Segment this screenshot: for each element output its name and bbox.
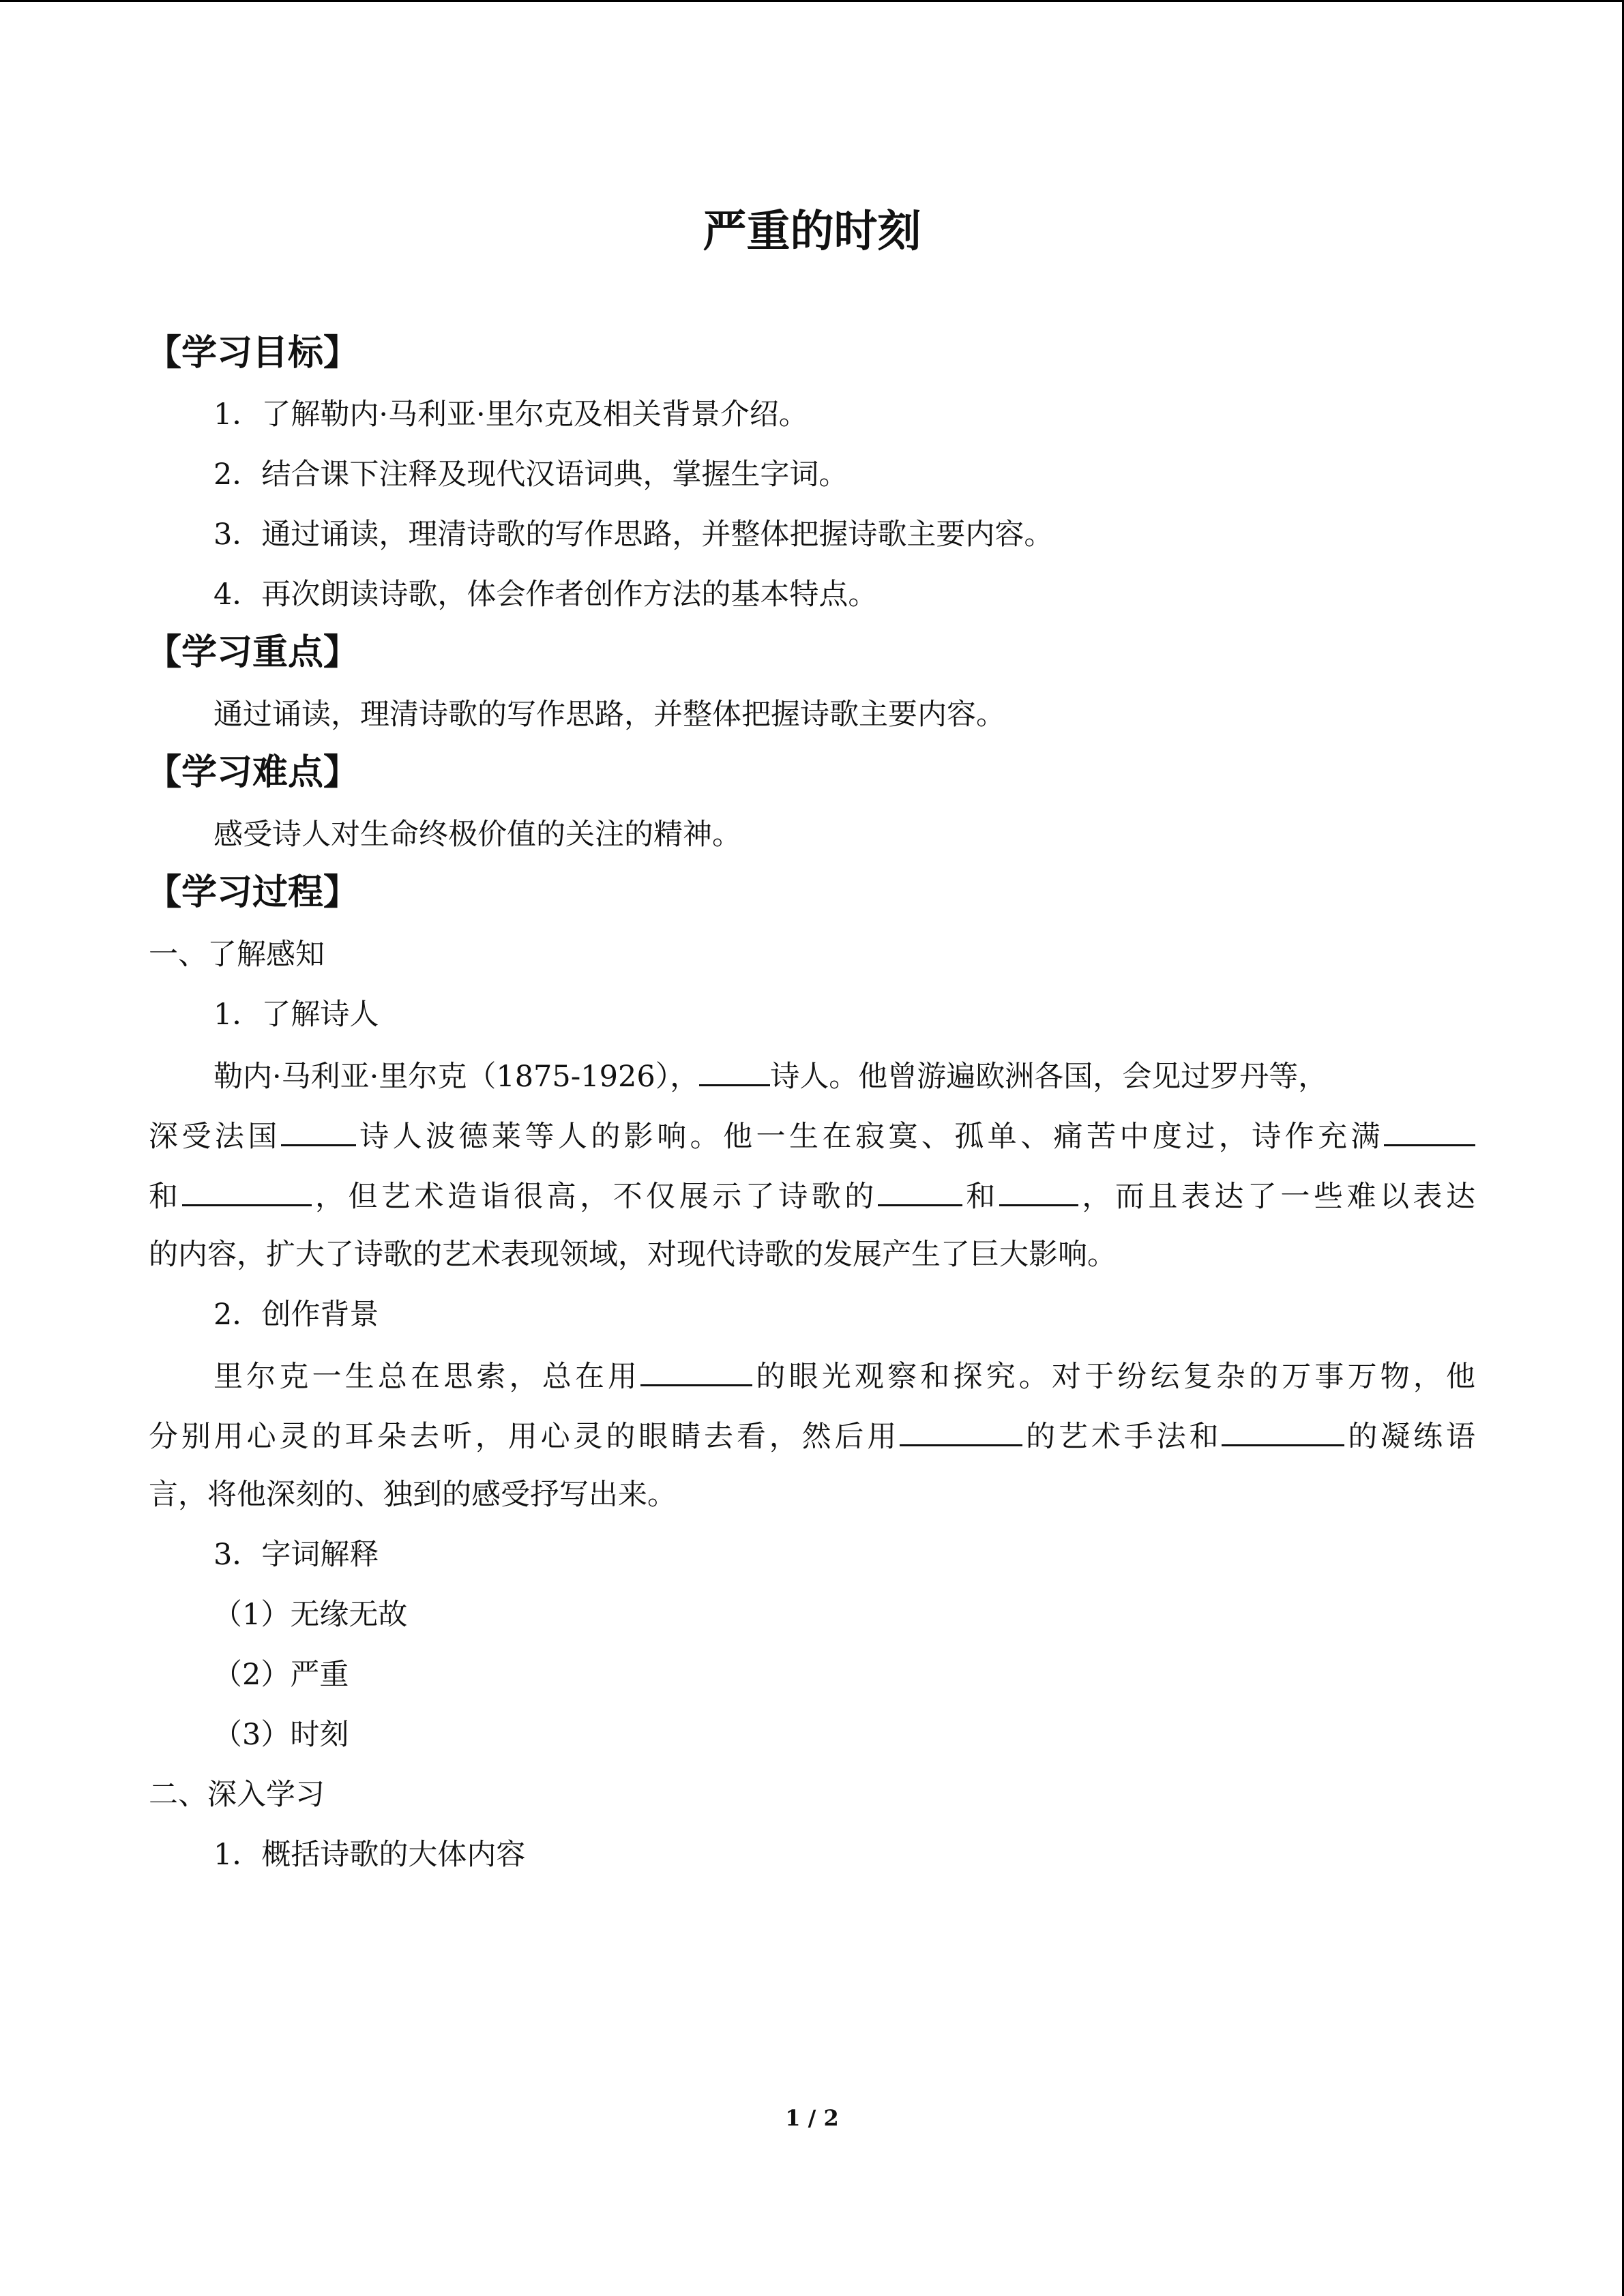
objective-item: 2．结合课下注释及现代汉语词典，掌握生字词。 (213, 458, 848, 492)
objective-item: 4．再次朗读诗歌，体会作者创作方法的基本特点。 (213, 578, 878, 612)
fill-blank[interactable] (1222, 1414, 1344, 1446)
fill-blank[interactable] (900, 1414, 1022, 1446)
document-title: 严重的时刻 (703, 207, 921, 257)
page-number: 1 / 2 (785, 2105, 839, 2131)
poet-paragraph-line-1 (213, 1054, 1327, 1097)
text-segment: 里尔克一生总在思索，总在用 (213, 1360, 641, 1394)
section-2-item: 1．概括诗歌的大体内容 (213, 1838, 526, 1872)
text-segment: 的眼光观察和探究。对于纷纭复杂的万事万物，他 (752, 1360, 1476, 1394)
text-segment: 勒内·马利亚·里尔克（1875-1926）， (213, 1060, 700, 1094)
text-segment: 的艺术手法和 (1022, 1420, 1222, 1454)
fill-blank[interactable] (699, 1054, 770, 1086)
subsection-vocabulary-title: 3．字词解释 (213, 1538, 379, 1572)
vocabulary-item: （2）严重 (213, 1658, 349, 1692)
process-header: 【学习过程】 (146, 872, 359, 913)
poet-paragraph-line-2 (149, 1114, 1475, 1157)
background-paragraph-line-1 (213, 1354, 1475, 1397)
subsection-poet-title: 1．了解诗人 (213, 998, 379, 1032)
vocabulary-item: （3）时刻 (213, 1718, 349, 1752)
text-segment: 和 (962, 1180, 999, 1214)
text-segment: ，但艺术造诣很高，不仅展示了诗歌的 (311, 1180, 878, 1214)
text-segment: 和 (149, 1180, 182, 1214)
background-paragraph-line-3: 言，将他深刻的、独到的感受抒写出来。 (149, 1478, 677, 1512)
fill-blank[interactable] (878, 1174, 962, 1206)
difficulties-header: 【学习难点】 (146, 752, 359, 793)
text-segment: 深受法国 (149, 1120, 281, 1154)
fill-blank[interactable] (640, 1354, 752, 1386)
difficulties-text: 感受诗人对生命终极价值的关注的精神。 (213, 818, 741, 852)
section-2-title: 二、深入学习 (149, 1778, 325, 1812)
text-segment: 诗人。他曾游遍欧洲各国，会见过罗丹等， (770, 1060, 1328, 1094)
text-segment: 诗人波德莱等人的影响。他一生在寂寞、孤单、痛苦中度过，诗作充满 (355, 1120, 1385, 1154)
poet-paragraph-line-3 (149, 1174, 1475, 1217)
vocabulary-item: （1）无缘无故 (213, 1598, 408, 1632)
section-1-title: 一、了解感知 (149, 938, 325, 972)
subsection-background-title: 2．创作背景 (213, 1298, 379, 1332)
poet-paragraph-line-4: 的内容，扩大了诗歌的艺术表现领域，对现代诗歌的发展产生了巨大影响。 (149, 1238, 1117, 1272)
objectives-header: 【学习目标】 (146, 333, 359, 374)
key-points-text: 通过诵读，理清诗歌的写作思路，并整体把握诗歌主要内容。 (213, 698, 1005, 732)
text-segment: 的凝练语 (1344, 1420, 1476, 1454)
objective-item: 3．通过诵读，理清诗歌的写作思路，并整体把握诗歌主要内容。 (213, 518, 1054, 552)
objective-item: 1．了解勒内·马利亚·里尔克及相关背景介绍。 (213, 398, 808, 432)
fill-blank[interactable] (999, 1174, 1078, 1206)
fill-blank[interactable] (1384, 1114, 1475, 1146)
fill-blank[interactable] (281, 1114, 356, 1146)
text-segment: ，而且表达了一些难以表达 (1078, 1180, 1476, 1214)
background-paragraph-line-2 (149, 1414, 1475, 1457)
fill-blank[interactable] (182, 1174, 312, 1206)
key-points-header: 【学习重点】 (146, 632, 359, 673)
text-segment: 分别用心灵的耳朵去听，用心灵的眼睛去看，然后用 (149, 1420, 900, 1454)
